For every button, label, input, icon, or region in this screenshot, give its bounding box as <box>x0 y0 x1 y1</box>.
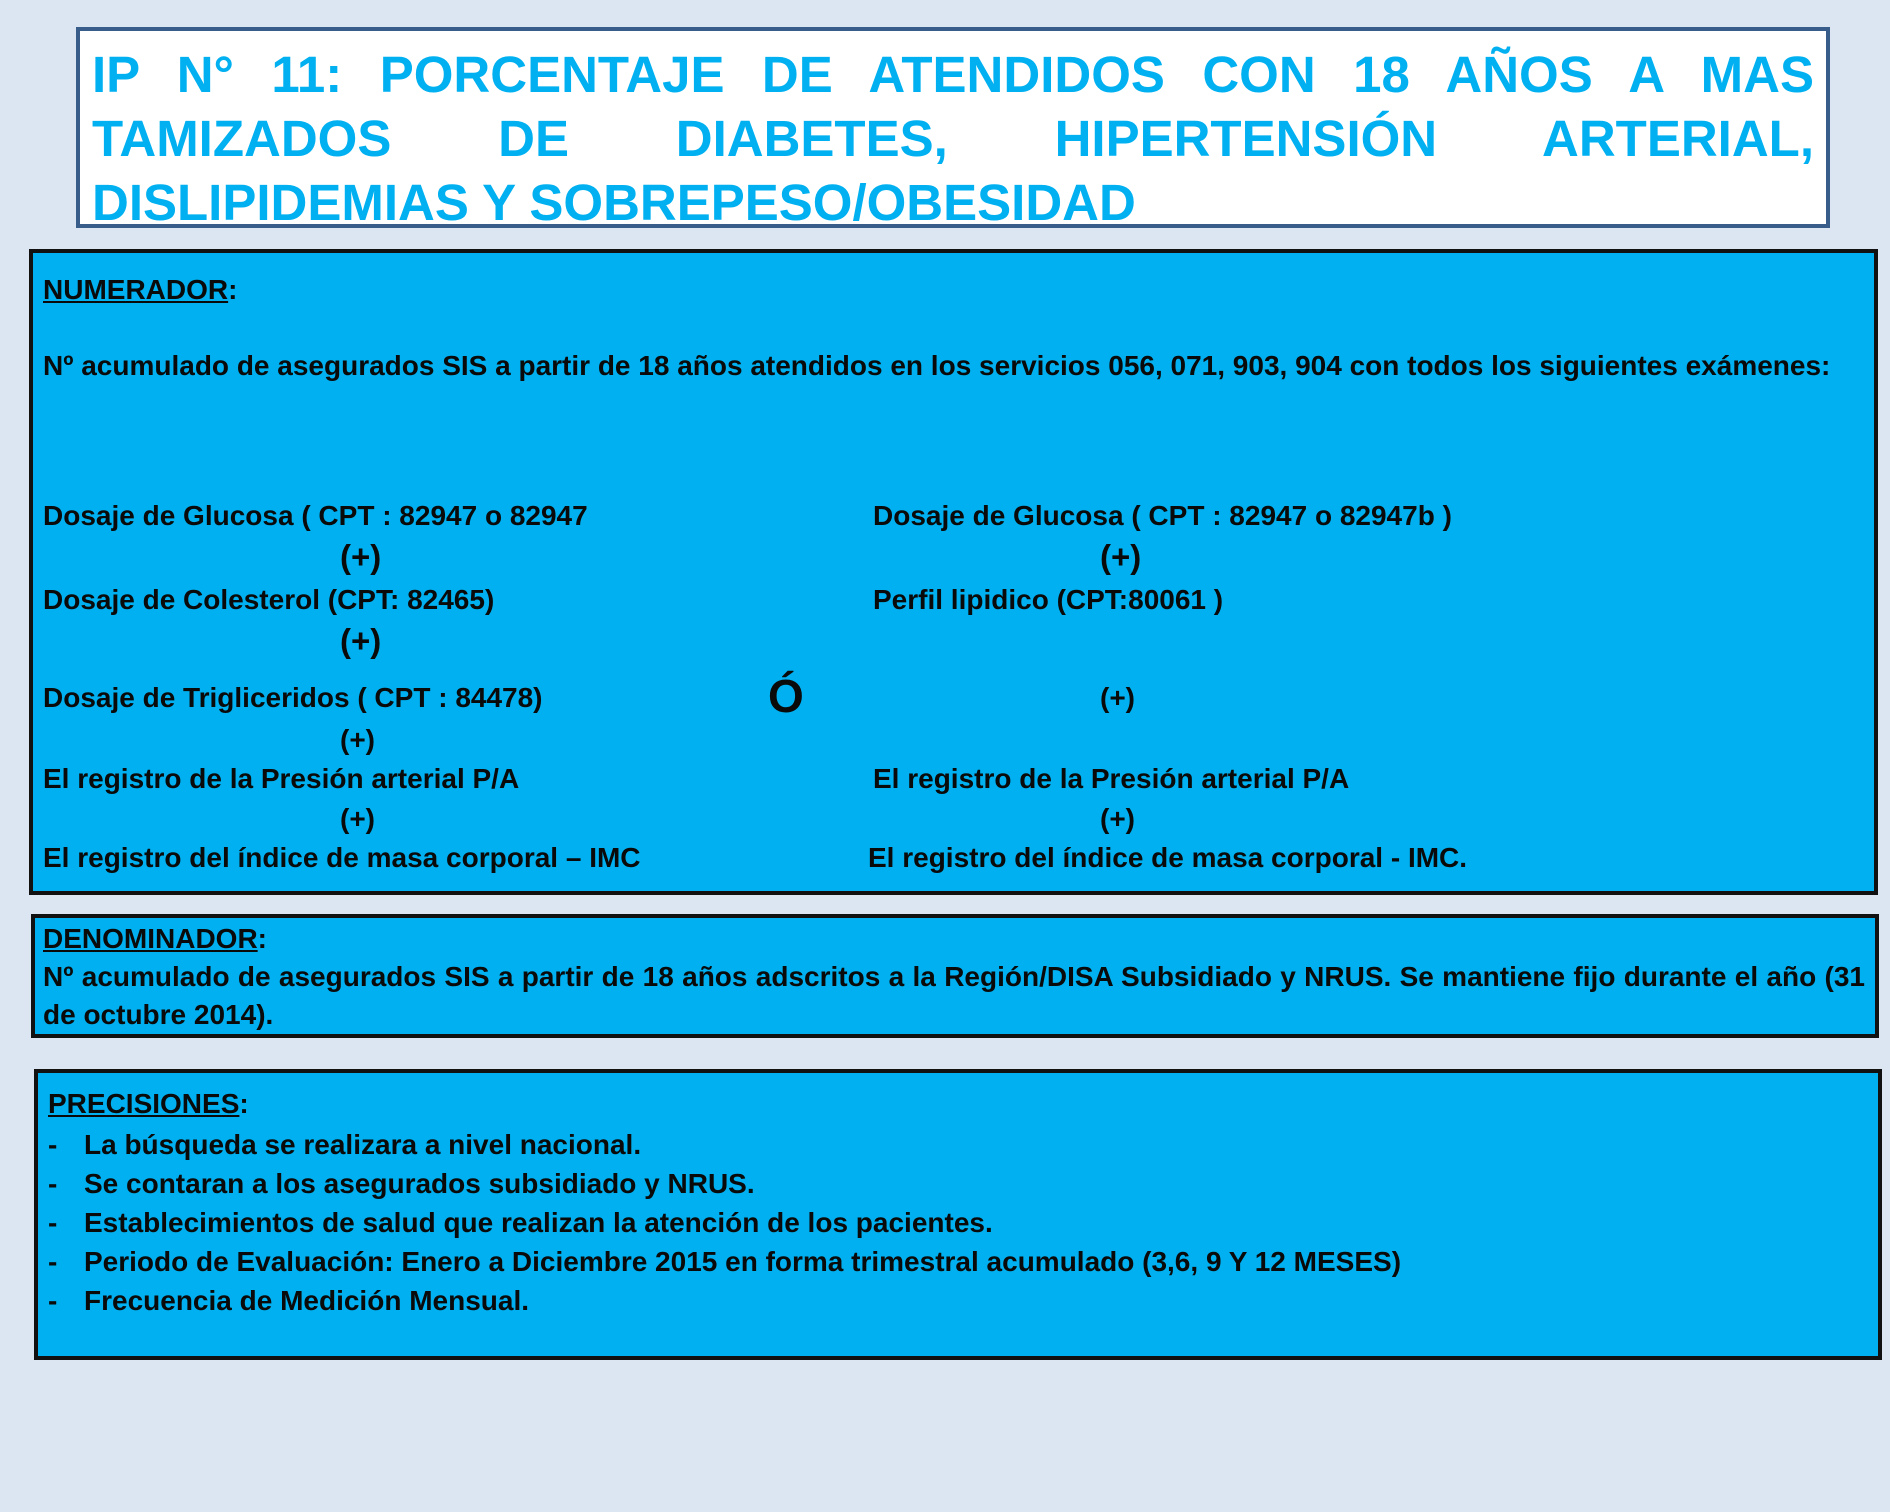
left-item-imc: El registro del índice de masa corporal – IMC <box>43 842 641 873</box>
left-plus-4: (+) <box>340 803 375 834</box>
right-item-imc: El registro del índice de masa corporal - IMC. <box>868 842 1468 873</box>
left-plus-2: (+) <box>340 622 382 659</box>
denominador-colon: : <box>257 923 267 954</box>
list-item <box>48 1281 1401 1320</box>
left-item-trigliceridos: Dosaje de Trigliceridos ( CPT : 84478) <box>43 682 543 713</box>
bullet-dash: - <box>48 1168 58 1199</box>
left-item-colesterol: Dosaje de Colesterol (CPT: 82465) <box>43 584 495 615</box>
precisiones-label: PRECISIONES <box>48 1088 240 1119</box>
precisiones-box <box>34 1069 1882 1360</box>
list-item-text: Se contaran a los asegurados subsidiado y NRUS. <box>84 1168 755 1199</box>
list-item-text: Frecuencia de Medición Mensual. <box>84 1285 530 1316</box>
right-plus-3: (+) <box>1100 803 1135 834</box>
numerador-heading <box>43 273 237 307</box>
left-plus-3: (+) <box>340 724 375 755</box>
right-item-presion: El registro de la Presión arterial P/A <box>873 763 1350 794</box>
or-separator: Ó <box>768 670 804 722</box>
bullet-dash: - <box>48 1285 58 1316</box>
list-item-text: Periodo de Evaluación: Enero a Diciembre 2015 en forma trimestral acumulado (3,6, 9 Y 12 MESES) <box>84 1246 1402 1277</box>
left-item-presion: El registro de la Presión arterial P/A <box>43 763 520 794</box>
numerador-colon: : <box>228 274 238 305</box>
list-item <box>48 1203 1401 1242</box>
left-item-glucosa: Dosaje de Glucosa ( CPT : 82947 o 82947 <box>43 500 588 531</box>
bullet-dash: - <box>48 1246 58 1277</box>
left-plus-1: (+) <box>340 538 382 575</box>
numerador-label: NUMERADOR <box>43 274 229 305</box>
denominador-heading <box>43 922 267 956</box>
title-box <box>76 27 1830 231</box>
right-plus-1: (+) <box>1100 538 1142 575</box>
list-item-text: Establecimientos de salud que realizan la atención de los pacientes. <box>84 1207 993 1238</box>
numerador-description: Nº acumulado de asegurados SIS a partir de 18 años atendidos en los servicios 056, 071, 903, 904 con todos los siguientes exámenes: <box>43 350 1831 381</box>
right-plus-2: (+) <box>1100 682 1135 713</box>
right-item-perfil-lipidico: Perfil lipidico (CPT:80061 ) <box>873 584 1224 615</box>
list-item <box>48 1242 1401 1281</box>
precisiones-list <box>48 1125 1401 1320</box>
list-item <box>48 1164 1401 1203</box>
precisiones-colon: : <box>239 1088 249 1119</box>
list-item-text: La búsqueda se realizara a nivel nacional. <box>84 1129 642 1160</box>
denominador-label: DENOMINADOR <box>43 923 258 954</box>
list-item <box>48 1125 1401 1164</box>
page-title: IP N° 11: PORCENTAJE DE ATENDIDOS CON 18 AÑOS A MAS TAMIZADOS DE DIABETES, HIPERTENSIÓN ARTERIAL, DISLIPIDEMIAS Y SOBREPESO/OBESIDAD <box>92 46 1814 231</box>
denominador-description: Nº acumulado de asegurados SIS a partir de 18 años adscritos a la Región/DISA Subsidiado y NRUS. Se mantiene fijo durante el año (31 de octubre 2014). <box>43 961 1865 1030</box>
bullet-dash: - <box>48 1129 58 1160</box>
precisiones-heading <box>48 1087 249 1121</box>
numerador-box <box>29 249 1878 895</box>
right-item-glucosa: Dosaje de Glucosa ( CPT : 82947 o 82947b ) <box>873 500 1452 531</box>
denominador-box <box>31 914 1879 1038</box>
bullet-dash: - <box>48 1207 58 1238</box>
